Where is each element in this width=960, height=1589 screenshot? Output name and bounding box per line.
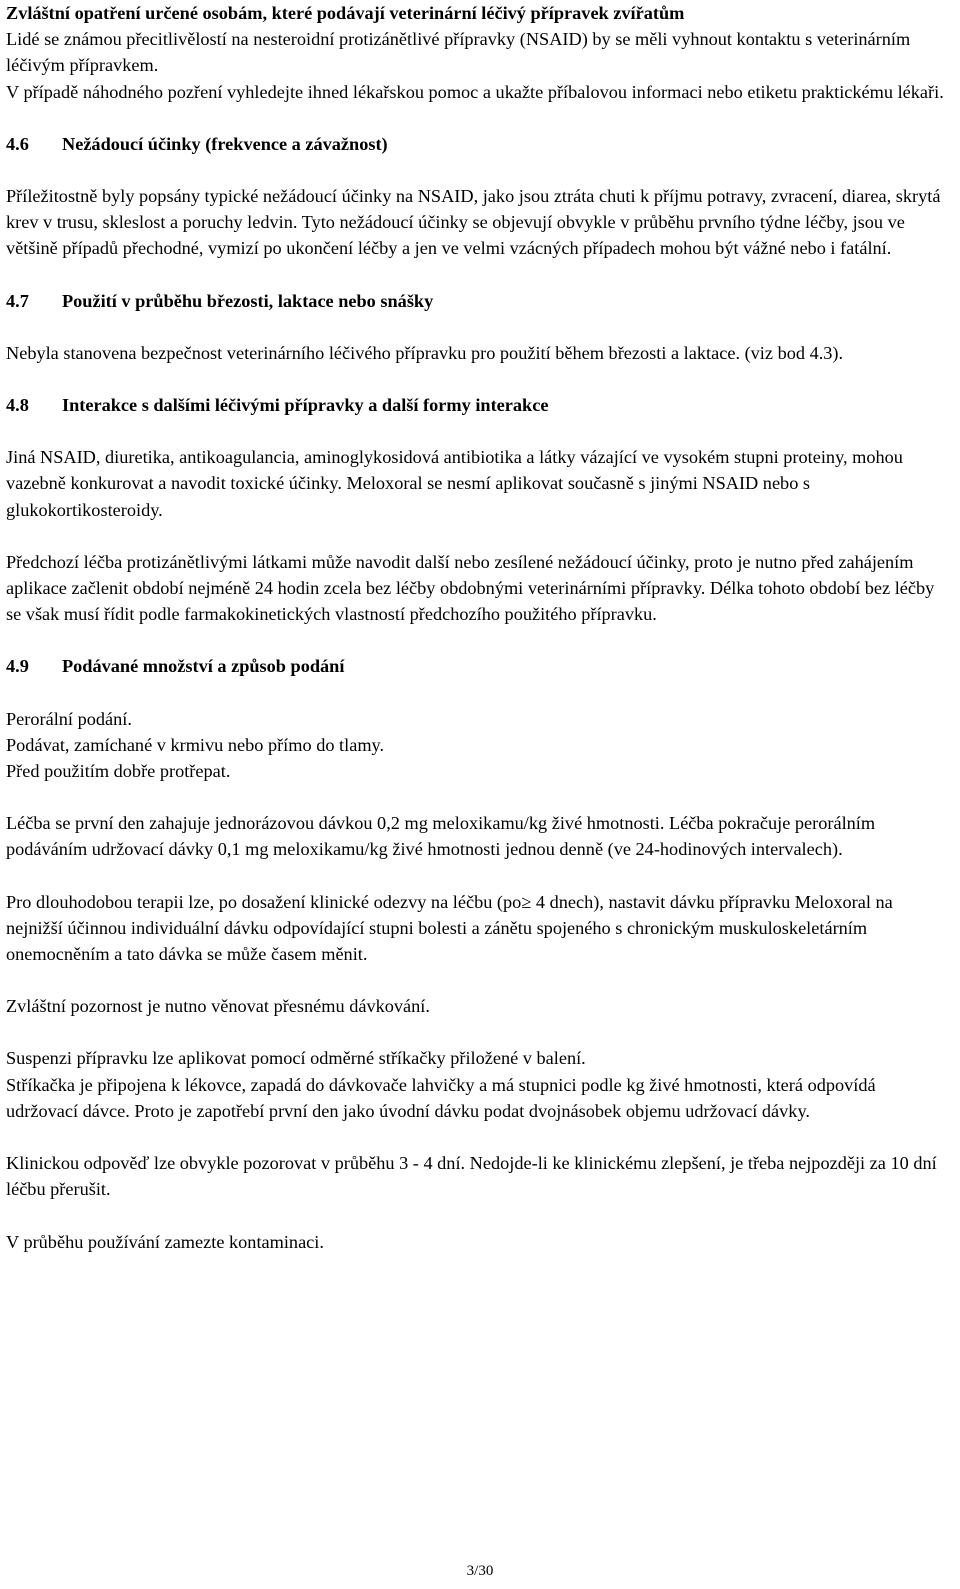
document-page	[6, 0, 946, 1255]
admin-line: Perorální podání.	[6, 708, 132, 729]
admin-line: Před použitím dobře protřepat.	[6, 761, 231, 782]
section-number: 4.6	[6, 133, 29, 154]
section-4-9-admin-lines	[6, 706, 946, 785]
section-4-8-heading	[6, 392, 946, 418]
syringe-line: Suspenzi přípravku lze aplikovat pomocí odměrné stříkačky přiložené v balení.	[6, 1048, 586, 1069]
section-4-6-paragraph: Příležitostně byly popsány typické nežádoucí účinky na NSAID, jako jsou ztráta chuti k příjmu potravy, zvracení, diarea, skrytá krev v trusu, skleslost a poruchy ledvin. Tyto nežádoucí účinky se objevují obvykle v průběhu prvního týdne léčby, jsou ve většině případů přechodné, vymizí po ukončení léčby a jen ve velmi vzácných případech mohou být vážné nebo i fatální.	[6, 186, 941, 259]
section-4-9-attention-paragraph: Zvláštní pozornost je nutno věnovat přesnému dávkování.	[6, 996, 430, 1017]
intro-line: V případě náhodného pozření vyhledejte ihned lékařskou pomoc a ukažte příbalovou informaci nebo etiketu praktickému lékaři.	[6, 81, 944, 102]
section-title: Podávané množství a způsob podání	[62, 656, 345, 677]
section-4-9-contamination-paragraph: V průběhu používání zamezte kontaminaci.	[6, 1231, 324, 1252]
section-4-6-heading	[6, 131, 946, 157]
section-title: Interakce s dalšími léčivými přípravky a další formy interakce	[62, 395, 549, 416]
section-4-9-dosage-paragraph: Léčba se první den zahajuje jednorázovou dávkou 0,2 mg meloxikamu/kg živé hmotnosti. Léčba pokračuje perorálním podáváním udržovací dávky 0,1 mg meloxikamu/kg živé hmotnosti jednou denně (ve 24-hodinových intervalech).	[6, 813, 876, 860]
section-4-7-paragraph: Nebyla stanovena bezpečnost veterinárního léčivého přípravku pro použití během březosti a laktace. (viz bod 4.3).	[6, 342, 844, 363]
section-4-9-syringe-paragraph	[6, 1045, 946, 1124]
section-title: Použití v průběhu březosti, laktace nebo snášky	[62, 290, 434, 311]
section-number: 4.9	[6, 656, 29, 677]
intro-heading: Zvláštní opatření určené osobám, které podávají veterinární léčivý přípravek zvířatům	[6, 3, 685, 23]
section-4-8-paragraph-1: Jiná NSAID, diuretika, antikoagulancia, aminoglykosidová antibiotika a látky vázající ve vysokém stupni proteiny, mohou vazebně konkurovat a navodit toxické účinky. Meloxoral se nesmí aplikovat současně s jinými NSAID nebo s glukokortikosteroidy.	[6, 447, 903, 520]
section-number: 4.8	[6, 395, 29, 416]
section-title: Nežádoucí účinky (frekvence a závažnost)	[62, 133, 388, 154]
section-number: 4.7	[6, 290, 29, 311]
syringe-line: Stříkačka je připojena k lékovce, zapadá do dávkovače lahvičky a má stupnici podle kg živé hmotnosti, která odpovídá udržovací dávce. Proto je zapotřebí první den jako úvodní dávku podat dvojnásobek objemu udržovací dávky.	[6, 1074, 876, 1121]
page-number: 3/30	[466, 1563, 494, 1579]
section-4-8-paragraph-2: Předchozí léčba protizánětlivými látkami může navodit další nebo zesílené nežádoucí účinky, proto je nutno před zahájením aplikace začlenit období nejméně 24 hodin zcela bez léčby obdobnými veterinárními přípravky. Délka tohoto období bez léčby se však musí řídit podle farmakokinetických vlastností předchozího použitého přípravku.	[6, 551, 935, 625]
section-4-9-heading	[6, 653, 946, 679]
intro-line: Lidé se známou přecitlivělostí na nesteroidní protizánětlivé přípravky (NSAID) by se měli vyhnout kontaktu s veterinárním léčivým přípravkem.	[6, 29, 911, 76]
section-4-9-longterm-paragraph: Pro dlouhodobou terapii lze, po dosažení klinické odezvy na léčbu (po≥ 4 dnech), nastavit dávku přípravku Meloxoral na nejnižší účinnou individuální dávku odpovídající stupni bolesti a zánětu spojeného s chronickým muskuloskeletárním onemocněním a tato dávka se může časem měnit.	[6, 891, 893, 965]
section-4-7-heading	[6, 288, 946, 314]
section-4-9-response-paragraph: Klinickou odpověď lze obvykle pozorovat v průběhu 3 - 4 dní. Nedojde-li ke klinickému zlepšení, je třeba nejpozději za 10 dní léčbu přerušit.	[6, 1153, 937, 1200]
admin-line: Podávat, zamíchané v krmivu nebo přímo do tlamy.	[6, 734, 385, 755]
